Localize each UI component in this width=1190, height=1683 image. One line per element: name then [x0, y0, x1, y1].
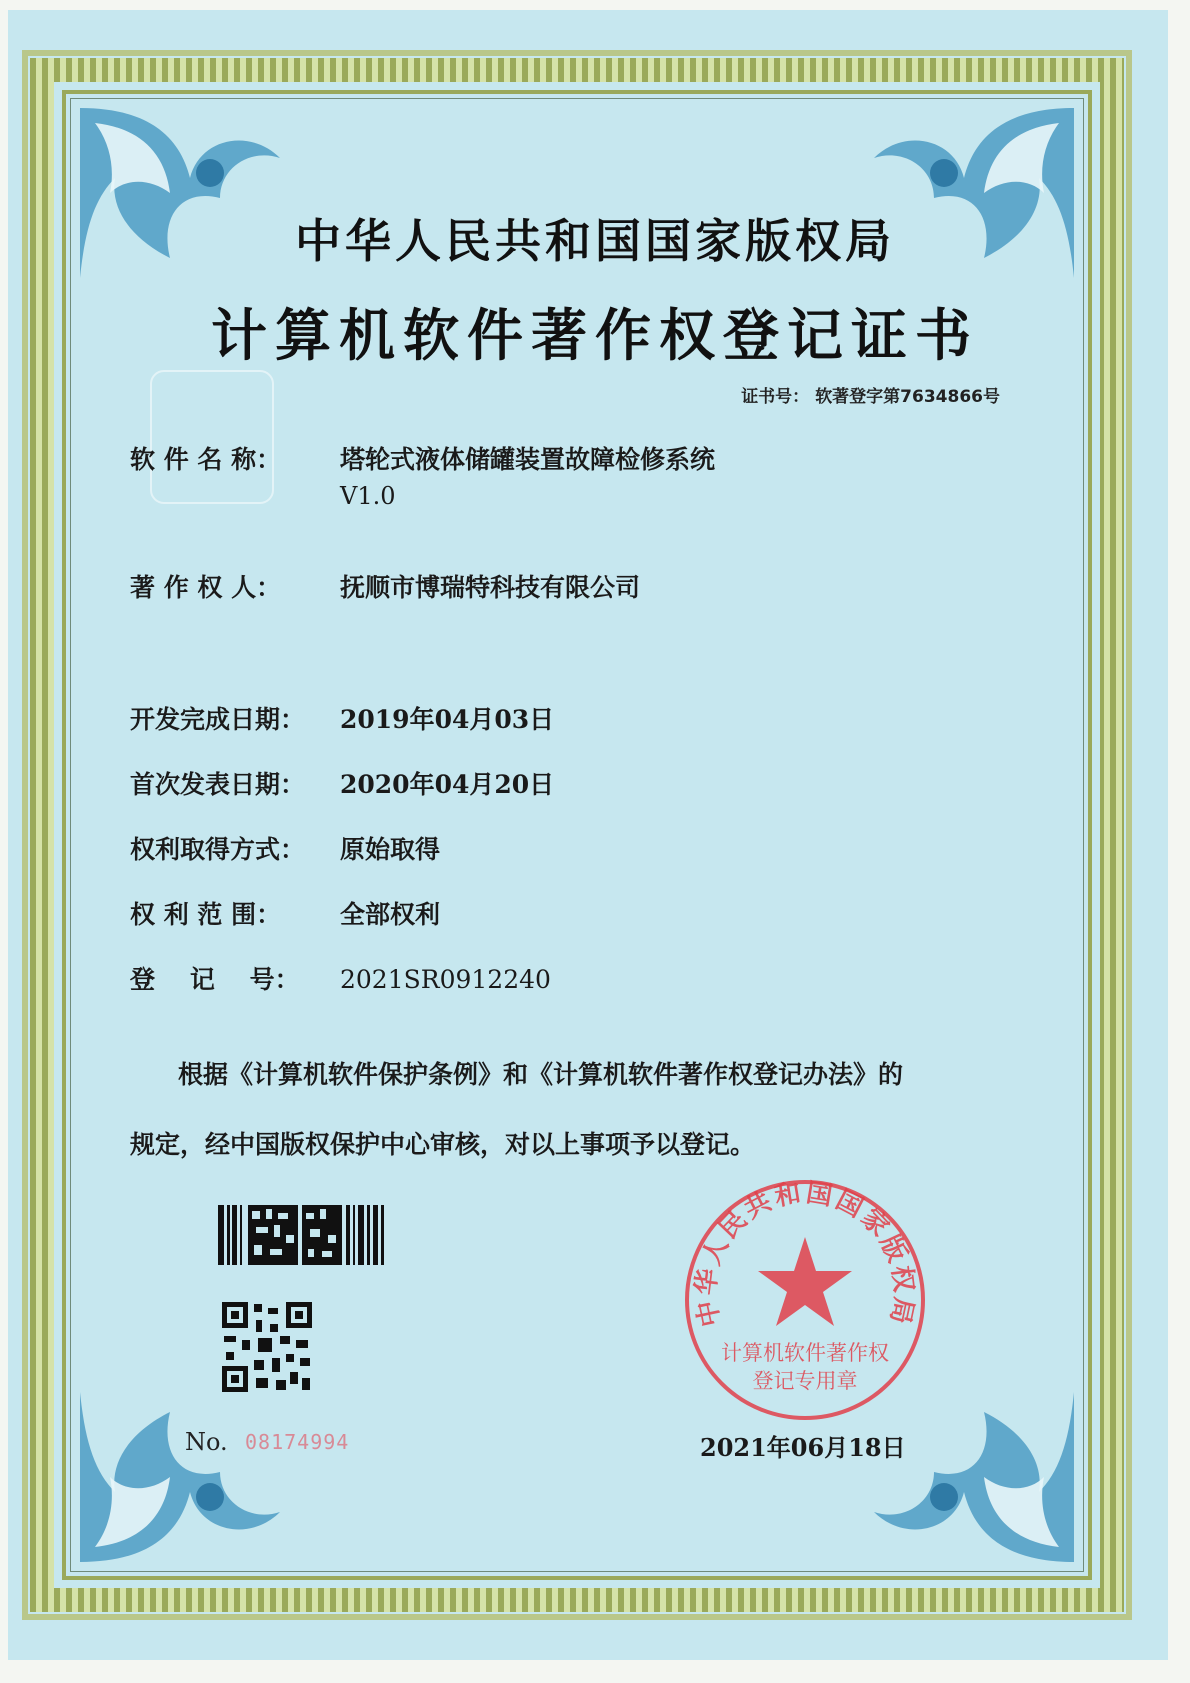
publish-date-value: 2020年04月20日: [340, 770, 555, 799]
certificate-number: [735, 382, 1000, 407]
dev-date-value: 2019年04月03日: [340, 705, 555, 734]
rights-scope-value: 全部权利: [340, 900, 441, 929]
owner-label: 著 作 权 人：: [130, 573, 282, 602]
serial-number-label: No.: [185, 1428, 228, 1456]
seal-inner-line-1: 计算机软件著作权: [721, 1341, 889, 1365]
rights-scope-label: 权 利 范 围：: [130, 900, 282, 929]
registration-number-label: 登 记 号：: [130, 965, 300, 994]
certificate-number-value: 软著登字第7634866号: [815, 387, 1000, 407]
certificate-title: 计算机软件著作权登记证书: [211, 304, 979, 369]
issue-date: 2021年06月18日: [700, 1433, 906, 1462]
field-publish-date: [130, 765, 554, 801]
seal-inner-line-2: 登记专用章: [752, 1369, 858, 1393]
statement-line-2: 规定，经中国版权保护中心审核，对以上事项予以登记。: [130, 1130, 756, 1159]
software-name-label: 软 件 名 称：: [130, 445, 282, 474]
seal-outer-text: 中华人民共和国国家版权局: [691, 1178, 919, 1330]
field-acquire-method: [130, 830, 440, 866]
serial-number-value: 08174994: [245, 1430, 350, 1454]
registration-number-value: 2021SR0912240: [340, 965, 551, 994]
qr-code: [222, 1302, 312, 1392]
official-seal: [680, 1175, 930, 1425]
barcode: [218, 1205, 386, 1265]
statement-line-1: 根据《计算机软件保护条例》和《计算机软件著作权登记办法》的: [178, 1060, 904, 1089]
field-dev-date: [130, 700, 554, 736]
corner-ornament-bottom-left: [70, 1382, 300, 1572]
owner-value: 抚顺市博瑞特科技有限公司: [340, 573, 641, 602]
field-registration-number: [130, 960, 551, 996]
field-software-name: [130, 440, 715, 510]
field-owner: [130, 568, 640, 604]
field-rights-scope: [130, 895, 440, 931]
software-version-value: V1.0: [340, 482, 396, 510]
certificate-number-label: 证书号：: [741, 387, 810, 407]
authority-title: 中华人民共和国国家版权局: [295, 214, 895, 268]
acquire-method-label: 权利取得方式：: [130, 835, 306, 864]
acquire-method-value: 原始取得: [340, 835, 441, 864]
publish-date-label: 首次发表日期：: [130, 770, 306, 799]
dev-date-label: 开发完成日期：: [130, 705, 306, 734]
software-name-value: 塔轮式液体储罐装置故障检修系统: [340, 445, 716, 474]
